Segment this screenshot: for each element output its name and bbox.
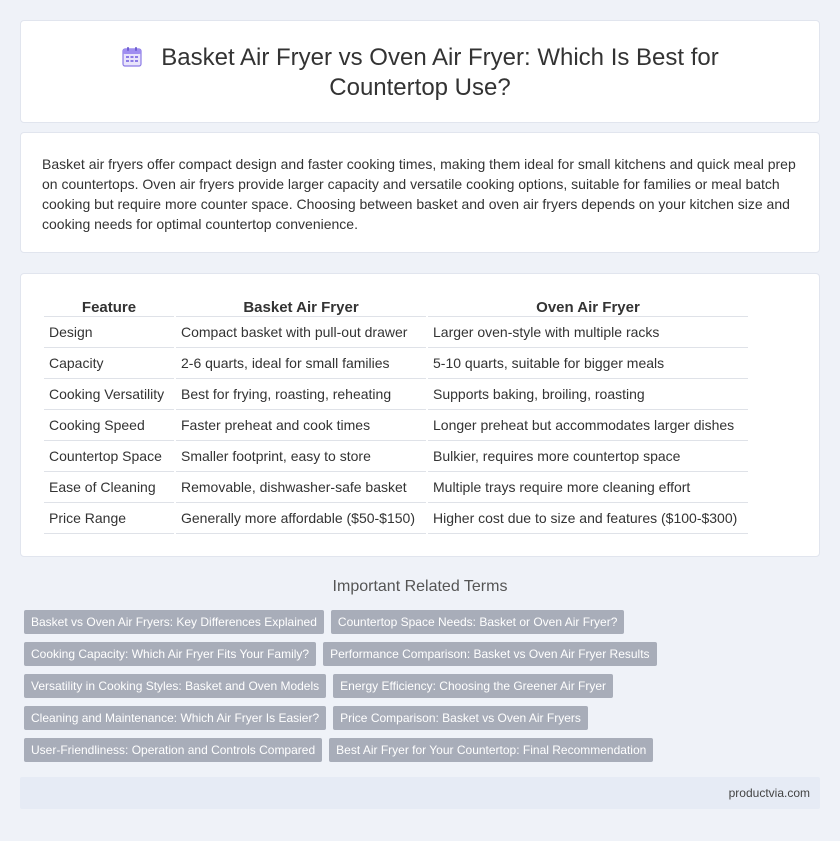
cell-basket: Generally more affordable ($50-$150) [176,503,426,534]
cell-basket: 2-6 quarts, ideal for small families [176,348,426,379]
related-term-tag[interactable]: Best Air Fryer for Your Countertop: Final Recommendation [329,738,653,762]
cell-feature: Ease of Cleaning [44,472,174,503]
related-term-tag[interactable]: Price Comparison: Basket vs Oven Air Fryers [333,706,588,730]
cell-oven: Supports baking, broiling, roasting [428,379,748,410]
related-term-tag[interactable]: Basket vs Oven Air Fryers: Key Differences Explained [24,610,324,634]
table-row [44,379,748,410]
table-row [44,410,748,441]
header-feature: Feature [44,296,174,317]
page-title-text: Basket Air Fryer vs Oven Air Fryer: Which Is Best for Countertop Use? [161,44,719,101]
cell-basket: Compact basket with pull-out drawer [176,317,426,348]
related-term-tag[interactable]: Cooking Capacity: Which Air Fryer Fits Your Family? [24,642,316,666]
table-row [44,317,748,348]
cell-oven: Bulkier, requires more countertop space [428,441,748,472]
cell-oven: Larger oven-style with multiple racks [428,317,748,348]
tag-row [24,642,724,674]
header-basket: Basket Air Fryer [176,296,426,317]
tag-row [24,706,724,738]
tag-row [24,738,724,770]
cell-feature: Design [44,317,174,348]
footer-site-link[interactable]: productvia.com [728,786,810,800]
comparison-card [20,273,820,557]
title-wrap [61,43,779,103]
related-term-tag[interactable]: Cleaning and Maintenance: Which Air Fryer Is Easier? [24,706,326,730]
header-oven: Oven Air Fryer [428,296,748,317]
related-terms-heading: Important Related Terms [332,578,508,595]
cell-oven: 5-10 quarts, suitable for bigger meals [428,348,748,379]
cell-feature: Price Range [44,503,174,534]
table-row [44,503,748,534]
related-terms-list [24,610,724,770]
related-term-tag[interactable]: Countertop Space Needs: Basket or Oven Air Fryer? [331,610,624,634]
tag-row [24,610,724,642]
calendar-icon [121,46,143,68]
cell-oven: Multiple trays require more cleaning effort [428,472,748,503]
cell-feature: Countertop Space [44,441,174,472]
table-row [44,472,748,503]
cell-feature: Cooking Speed [44,410,174,441]
related-term-tag[interactable]: Performance Comparison: Basket vs Oven Air Fryer Results [323,642,656,666]
table-row [44,441,748,472]
related-term-tag[interactable]: User-Friendliness: Operation and Controls Compared [24,738,322,762]
comparison-table [42,296,750,534]
tag-row [24,674,724,706]
cell-feature: Cooking Versatility [44,379,174,410]
intro-card [20,132,820,253]
cell-basket: Smaller footprint, easy to store [176,441,426,472]
related-term-tag[interactable]: Energy Efficiency: Choosing the Greener Air Fryer [333,674,613,698]
cell-oven: Longer preheat but accommodates larger dishes [428,410,748,441]
title-card [20,20,820,123]
cell-basket: Removable, dishwasher-safe basket [176,472,426,503]
table-header-row [44,296,748,317]
cell-basket: Faster preheat and cook times [176,410,426,441]
cell-basket: Best for frying, roasting, reheating [176,379,426,410]
cell-oven: Higher cost due to size and features ($100-$300) [428,503,748,534]
page-title [61,43,779,103]
cell-feature: Capacity [44,348,174,379]
intro-paragraph: Basket air fryers offer compact design and faster cooking times, making them ideal for small kitchens and quick meal prep on countertops. Oven air fryers provide larger capacity and versatile cooking options, suitable for families or meal batch cooking but require more counter space. Choosing between basket and oven air fryers depends on your kitchen size and cooking needs for optimal countertop convenience. [42,156,796,232]
related-term-tag[interactable]: Versatility in Cooking Styles: Basket and Oven Models [24,674,326,698]
table-row [44,348,748,379]
footer [20,777,820,809]
